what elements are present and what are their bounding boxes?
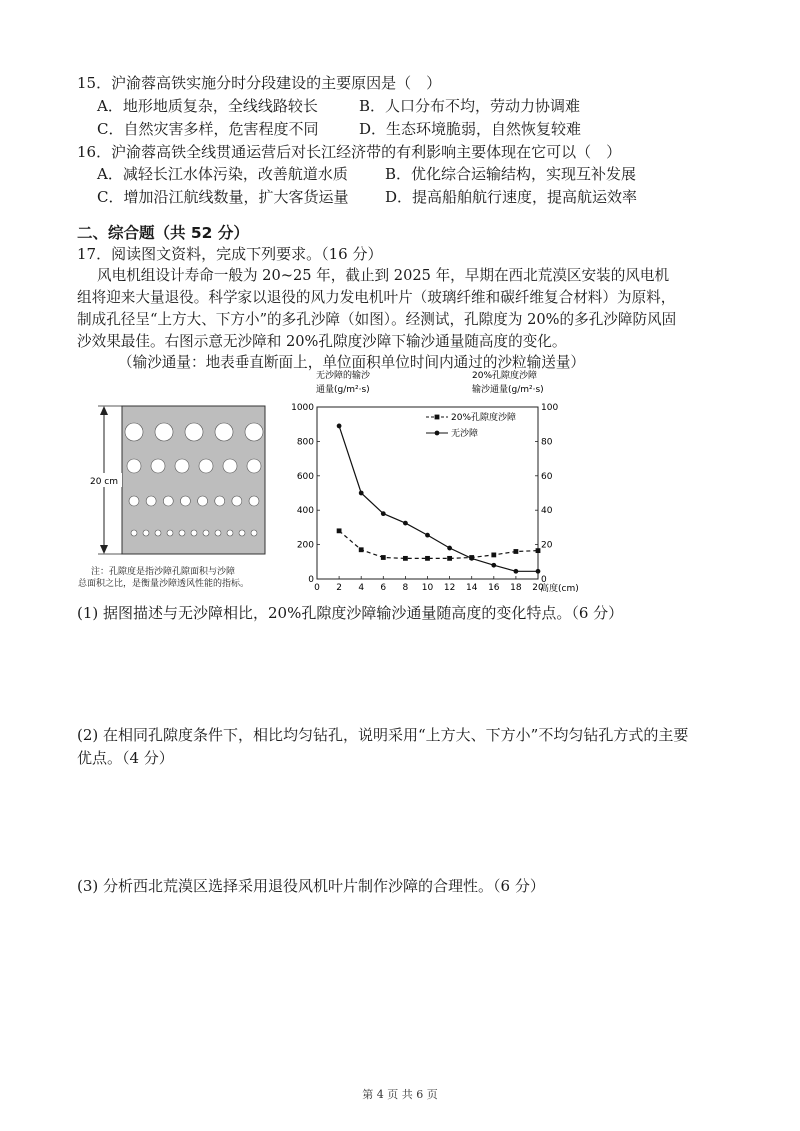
data-point — [337, 424, 342, 429]
y-right-tick-label: 80 — [541, 437, 553, 448]
data-point — [514, 549, 519, 554]
x-tick-label: 16 — [488, 583, 500, 593]
data-point — [514, 569, 519, 574]
legend-marker — [435, 415, 440, 420]
x-tick-label: 10 — [421, 583, 434, 593]
section-title: 二、综合题（共 52 分） — [77, 224, 249, 242]
q15-stem: 15．沪渝蓉高铁实施分时分段建设的主要原因是（ ） — [77, 74, 442, 92]
data-point — [359, 491, 364, 496]
barrier-hole — [151, 459, 165, 473]
barrier-hole — [251, 530, 257, 536]
x-tick-label: 8 — [402, 583, 409, 593]
dimension-label: 20 cm — [89, 477, 119, 487]
data-point — [536, 569, 541, 574]
data-point — [425, 556, 430, 561]
q17-stem: 17．阅读图文资料，完成下列要求。（16 分） — [77, 245, 383, 263]
q16-options-row2 — [97, 187, 637, 207]
y-left-tick-label: 800 — [296, 437, 314, 448]
barrier-hole — [179, 530, 185, 536]
q16-option-d: D．提高船舶航行速度，提高航运效率 — [385, 188, 638, 206]
q17-para-line-2: 组将迎来大量退役。科学家以退役的风力发电机叶片（玻璃纤维和碳纤维复合材料）为原料， — [77, 289, 676, 306]
dimension-arrow-top — [100, 406, 108, 415]
data-point — [403, 556, 408, 561]
q15-options-row2 — [97, 119, 581, 139]
y-right-tick-label: 0 — [541, 575, 547, 585]
x-tick-label: 6 — [380, 583, 387, 593]
barrier-hole — [232, 496, 242, 506]
data-point — [425, 533, 430, 538]
y-left-label-line-2: 通量(g/m²·s) — [316, 385, 370, 395]
data-point — [447, 556, 452, 561]
x-tick-label: 18 — [510, 583, 522, 593]
data-point — [381, 511, 386, 516]
q17-sub3: (3) 分析西北荒漠区选择采用退役风机叶片制作沙障的合理性。（6 分） — [77, 877, 545, 895]
barrier-hole — [180, 496, 190, 506]
q16-options-row1 — [97, 164, 636, 184]
data-point — [447, 546, 452, 551]
data-point — [337, 528, 342, 533]
barrier-hole — [249, 496, 259, 506]
barrier-hole — [199, 459, 213, 473]
sand-barrier-figure — [80, 396, 290, 566]
q15-options-row1 — [97, 96, 580, 116]
barrier-hole — [127, 459, 141, 473]
dimension-arrow-bottom — [100, 545, 108, 554]
data-point — [469, 555, 474, 560]
y-right-label-line-2: 输沙通量(g/m²·s) — [472, 385, 544, 395]
series-line-0 — [339, 426, 538, 571]
barrier-hole — [223, 459, 237, 473]
y-left-tick-label: 1000 — [291, 403, 314, 413]
q16-option-b: B．优化综合运输结构，实现互补发展 — [385, 165, 637, 183]
y-left-tick-label: 0 — [308, 575, 314, 585]
figure-note-line-2: 总面积之比，是衡量沙障透风性能的指标。 — [78, 579, 250, 589]
q17-sub1: (1) 据图描述与无沙障相比，20%孔隙度沙障输沙通量随高度的变化特点。（6 分） — [77, 604, 624, 622]
legend-label: 无沙障 — [451, 429, 479, 439]
chart-legend — [426, 411, 516, 439]
barrier-hole — [155, 423, 173, 441]
q15-option-b: B．人口分布不均，劳动力协调难 — [359, 97, 581, 115]
barrier-hole — [239, 530, 245, 536]
q16-option-c: C．增加沿江航线数量，扩大客货运量 — [97, 188, 349, 206]
q16-stem: 16．沪渝蓉高铁全线贯通运营后对长江经济带的有利影响主要体现在它可以（ ） — [77, 143, 622, 161]
data-point — [403, 521, 408, 526]
q16-option-a: A．减轻长江水体污染，改善航道水质 — [97, 165, 348, 183]
chart-ticks — [291, 403, 558, 593]
data-point — [536, 548, 541, 553]
q17-definition: （输沙通量：地表垂直断面上，单位面积单位时间内通过的沙粒输送量） — [118, 354, 586, 371]
barrier-hole — [203, 530, 209, 536]
x-tick-label: 0 — [314, 583, 320, 593]
y-right-label-line-1: 20%孔隙度沙障 — [472, 371, 538, 381]
page-footer: 第 4 页 共 6 页 — [362, 1088, 438, 1101]
q17-para-line-4: 沙效果最佳。右图示意无沙障和 20%孔隙度沙障下输沙通量随高度的变化。 — [77, 333, 567, 350]
barrier-hole — [215, 496, 225, 506]
barrier-hole — [143, 530, 149, 536]
barrier-hole — [125, 423, 143, 441]
data-point — [491, 563, 496, 568]
barrier-hole — [129, 496, 139, 506]
legend-label: 20%孔隙度沙障 — [451, 413, 517, 423]
x-tick-label: 12 — [443, 583, 456, 593]
series-line-1 — [339, 531, 538, 559]
q15-option-a: A．地形地质复杂，全线线路较长 — [97, 97, 318, 115]
x-tick-label: 2 — [336, 583, 342, 593]
y-left-tick-label: 600 — [296, 471, 314, 482]
y-left-tick-label: 400 — [296, 506, 314, 517]
barrier-hole — [215, 530, 221, 536]
barrier-hole — [146, 496, 156, 506]
x-axis-label: 高度(cm) — [540, 584, 579, 594]
q17-sub2-line-1: (2) 在相同孔隙度条件下，相比均匀钻孔，说明采用“上方大、下方小”不均匀钻孔方式的主要 — [77, 726, 689, 744]
sand-flux-chart — [280, 364, 610, 600]
y-right-tick-label: 40 — [541, 506, 553, 517]
barrier-hole — [185, 423, 203, 441]
y-right-tick-label: 20 — [541, 540, 553, 551]
y-left-tick-label: 200 — [296, 540, 314, 551]
data-point — [491, 553, 496, 558]
x-tick-label: 20 — [532, 583, 544, 593]
y-right-tick-label: 100 — [541, 403, 559, 413]
barrier-hole — [131, 530, 137, 536]
barrier-hole — [215, 423, 233, 441]
barrier-hole — [247, 459, 261, 473]
q15-option-c: C．自然灾害多样，危害程度不同 — [97, 120, 319, 138]
barrier-hole — [227, 530, 233, 536]
x-tick-label: 14 — [465, 583, 478, 593]
data-point — [381, 555, 386, 560]
barrier-hole — [245, 423, 263, 441]
data-point — [359, 547, 364, 552]
chart-series — [337, 424, 541, 574]
q17-para-line-1: 风电机组设计寿命一般为 20~25 年，截止到 2025 年，早期在西北荒漠区安装的风电机 — [97, 267, 670, 284]
barrier-hole — [198, 496, 208, 506]
y-left-label-line-1: 无沙障的输沙 — [316, 371, 371, 381]
barrier-hole — [155, 530, 161, 536]
q17-sub2-line-2: 优点。（4 分） — [77, 749, 174, 767]
x-tick-label: 4 — [358, 583, 365, 593]
q15-option-d: D．生态环境脆弱，自然恢复较难 — [359, 120, 582, 138]
barrier-hole — [167, 530, 173, 536]
figure-note-line-1: 注：孔隙度是指沙障孔隙面积与沙障 — [91, 567, 236, 577]
barrier-hole — [175, 459, 189, 473]
barrier-hole — [191, 530, 197, 536]
barrier-hole — [163, 496, 173, 506]
q17-para-line-3: 制成孔径呈“上方大、下方小”的多孔沙障（如图）。经测试，孔隙度为 20%的多孔沙障防风固 — [77, 311, 677, 328]
legend-marker — [435, 431, 440, 436]
y-right-tick-label: 60 — [541, 471, 553, 482]
